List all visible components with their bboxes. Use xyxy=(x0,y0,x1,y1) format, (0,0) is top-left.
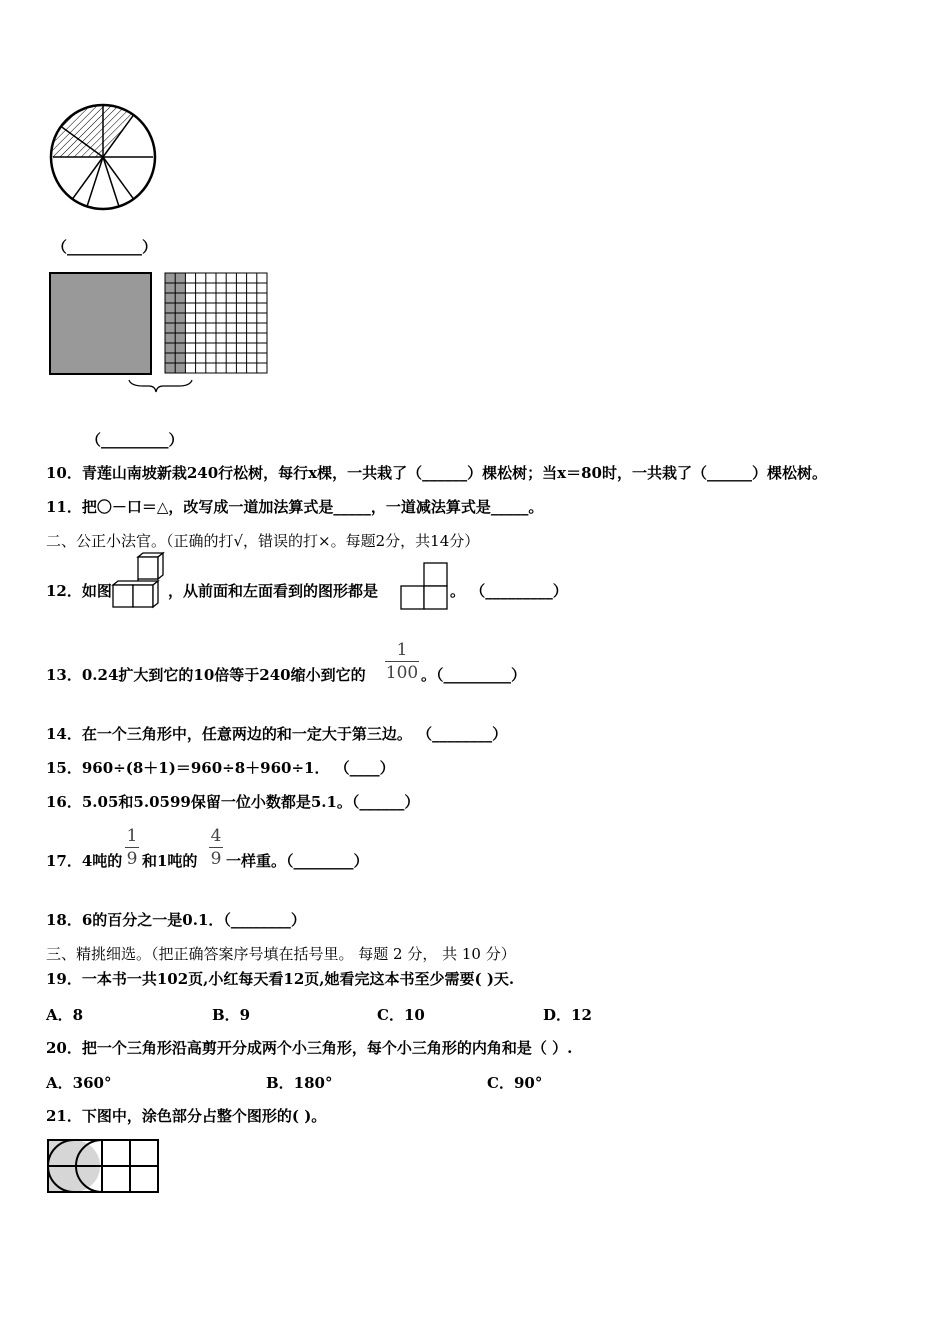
question-13-prefix: 13．0.24扩大到它的10倍等于240缩小到它的 xyxy=(46,666,366,684)
question-12-middle: ，从前面和左面看到的图形都是 xyxy=(168,582,379,600)
question-16: 16．5.05和5.0599保留一位小数都是5.1。（______） xyxy=(46,793,420,811)
circle-answer-blank[interactable]: （__________） xyxy=(52,238,158,256)
cube-stack-figure xyxy=(112,555,166,611)
fraction-numerator: 1 xyxy=(126,826,138,846)
shaded-rectangle-figure xyxy=(46,1138,160,1194)
question-12-suffix: 。 （_________） xyxy=(450,582,568,600)
q19-option-d[interactable]: D．12 xyxy=(543,1006,592,1024)
fraction-denominator: 9 xyxy=(126,849,138,869)
fraction-circle-figure xyxy=(50,103,156,211)
fraction-four-ninths xyxy=(209,826,223,869)
fraction-numerator: 1 xyxy=(396,640,408,660)
front-left-view-figure xyxy=(400,562,450,610)
q19-option-b[interactable]: B．9 xyxy=(212,1006,251,1024)
question-17-middle: 和1吨的 xyxy=(142,852,198,870)
section-2-heading: 二、公正小法官。（正确的打√，错误的打×。每题2分，共14分） xyxy=(46,532,480,550)
fraction-denominator: 9 xyxy=(210,849,222,869)
question-15: 15．960÷(8＋1)＝960÷8＋960÷1． （____） xyxy=(46,759,395,777)
q19-option-c[interactable]: C．10 xyxy=(377,1006,425,1024)
question-13-suffix: 。（_________） xyxy=(421,666,527,684)
question-18: 18．6的百分之一是0.1．（________） xyxy=(46,911,306,929)
fraction-bar xyxy=(385,661,419,662)
q19-option-a[interactable]: A．8 xyxy=(46,1006,84,1024)
fraction-one-hundredth xyxy=(385,640,419,683)
q20-option-c[interactable]: C．90° xyxy=(487,1074,543,1092)
q20-option-a[interactable]: A．360° xyxy=(46,1074,112,1092)
question-11: 11．把〇－口＝△，改写成一道加法算式是_____，一道减法算式是_____。 xyxy=(46,498,544,516)
question-10: 10．青莲山南坡新栽240行松树，每行x棵，一共栽了（______）棵松树；当x＝80时，一共栽了（______）棵松树。 xyxy=(46,464,827,482)
question-17-prefix: 17．4吨的 xyxy=(46,852,123,870)
question-21: 21．下图中，涂色部分占整个图形的( )。 xyxy=(46,1107,327,1125)
fraction-denominator: 100 xyxy=(385,663,419,683)
grid-answer-blank[interactable]: （_________） xyxy=(86,431,184,449)
q20-option-b[interactable]: B．180° xyxy=(266,1074,333,1092)
decimal-grid-figure xyxy=(49,272,271,397)
fraction-bar xyxy=(125,847,139,848)
question-12-prefix: 12．如图 xyxy=(46,582,112,600)
fraction-bar xyxy=(209,847,223,848)
section-3-heading: 三、精挑细选。（把正确答案序号填在括号里。 每题 2 分， 共 10 分） xyxy=(46,945,516,963)
question-19: 19．一本书一共102页,小红每天看12页,她看完这本书至少需要( )天. xyxy=(46,970,515,988)
question-17-suffix: 一样重。（________） xyxy=(226,852,369,870)
fraction-numerator: 4 xyxy=(210,826,222,846)
question-20: 20．把一个三角形沿高剪开分成两个小三角形，每个小三角形的内角和是（ ）. xyxy=(46,1039,573,1057)
question-14: 14．在一个三角形中，任意两边的和一定大于第三边。 （________） xyxy=(46,725,508,743)
fraction-one-ninth xyxy=(125,826,139,869)
